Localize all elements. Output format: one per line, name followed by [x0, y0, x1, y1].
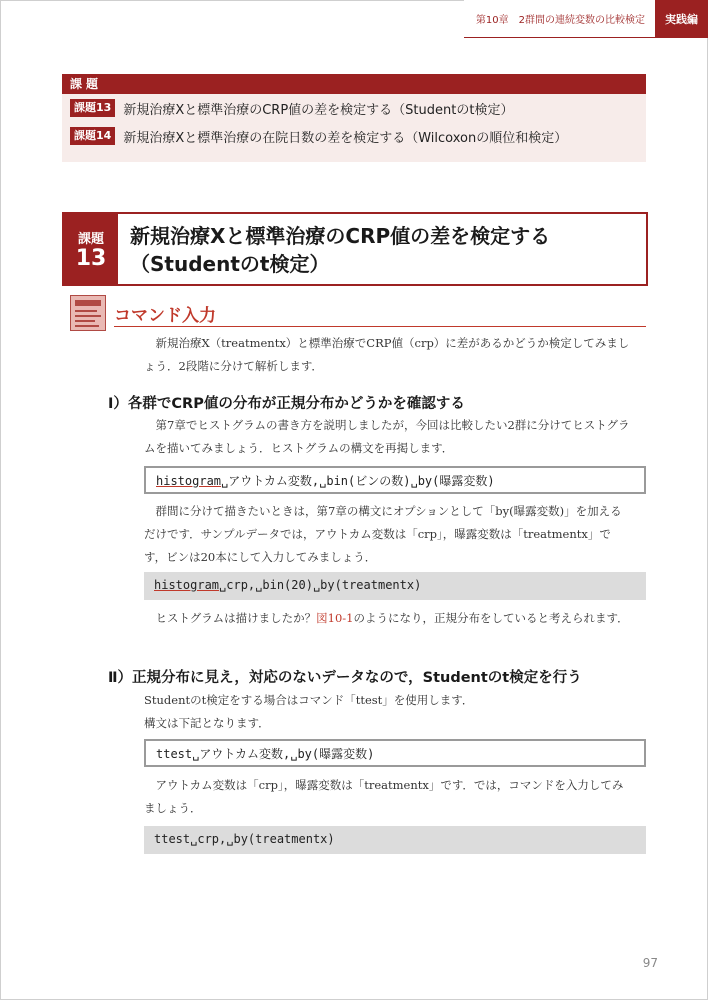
text-line: 構文は下記となります． — [144, 716, 270, 730]
command-args: ␣crp,␣bin(20)␣by(treatmentx) — [219, 578, 422, 592]
keyboard-icon — [70, 295, 106, 331]
step1-paragraph — [144, 607, 632, 630]
task-text: 新規治療Xと標準治療のCRP値の差を検定する（Studentのt検定） — [123, 102, 514, 118]
step1-paragraph: 群間に分けて描きたいときは，第7章の構文にオプションとして「by(曝露変数)」を加えるだけです．サンプルデータでは，アウトカム変数は「crp」，曝露変数は「treatmentx」です，ビンは20本にして入力してみましょう． — [144, 504, 622, 564]
step2-paragraph — [144, 689, 632, 735]
task-box-heading: 課題 — [62, 74, 646, 94]
task-badge: 課題13 — [70, 99, 115, 117]
step1-heading: Ⅰ）各群でCRP値の分布が正規分布かどうかを確認する — [108, 396, 465, 412]
chapter-title: 第10章 2群間の連続変数の比較検定 — [464, 0, 655, 38]
syntax-args: ␣アウトカム変数,␣bin(ビンの数)␣by(曝露変数) — [221, 474, 495, 488]
section-title-line1: 新規治療Xと標準治療のCRP値の差を検定する — [130, 224, 551, 248]
step2-heading: Ⅱ）正規分布に見え，対応のないデータなので，Studentのt検定を行う — [108, 670, 582, 686]
histogram-syntax-box — [144, 466, 646, 494]
histogram-command-box — [144, 572, 646, 600]
section-number: 13 — [75, 245, 107, 271]
text-line: Studentのt検定をする場合はコマンド「ttest」を使用します． — [144, 693, 474, 707]
heading-rule — [114, 326, 646, 327]
figure-reference: 図10-1 — [316, 611, 354, 625]
section-heading — [62, 212, 648, 286]
command-heading — [70, 295, 646, 335]
step2-paragraph: アウトカム変数は「crp」，曝露変数は「treatmentx」です．では，コマンドを入力してみましょう． — [144, 778, 624, 815]
command-heading-title: コマンド入力 — [114, 306, 216, 326]
intro-paragraph: 新規治療X（treatmentx）と標準治療でCRP値（crp）に差があるかどうか検定してみましょう．2段階に分けて解析します． — [144, 336, 630, 373]
task-item — [62, 94, 646, 122]
step1-paragraph: 第7章でヒストグラムの書き方を説明しましたが，今回は比較したい2群に分けてヒストグラムを描いてみましょう．ヒストグラムの構文を再掲します． — [144, 418, 630, 455]
ttest-syntax-box: ttest␣アウトカム変数,␣by(曝露変数) — [144, 739, 646, 767]
task-text: 新規治療Xと標準治療の在院日数の差を検定する（Wilcoxonの順位和検定） — [123, 130, 568, 146]
section-tag: 実践編 — [655, 0, 708, 38]
section-label: 課題 — [77, 231, 104, 247]
ttest-command-box: ttest␣crp,␣by(treatmentx) — [144, 826, 646, 854]
running-header — [464, 0, 708, 38]
syntax-command: histogram — [156, 474, 222, 488]
section-title-line2: （Studentのt検定） — [130, 252, 330, 276]
text-span: ヒストグラムは描けましたか？ — [155, 611, 317, 625]
task-item — [62, 122, 646, 150]
task-box — [62, 74, 646, 162]
section-title — [118, 214, 646, 284]
command-name: histogram — [154, 578, 220, 592]
section-number-block — [64, 214, 118, 284]
page-number: 97 — [642, 956, 658, 970]
text-span: のようになり，正規分布をしていると考えられます． — [353, 611, 629, 625]
task-badge: 課題14 — [70, 127, 115, 145]
